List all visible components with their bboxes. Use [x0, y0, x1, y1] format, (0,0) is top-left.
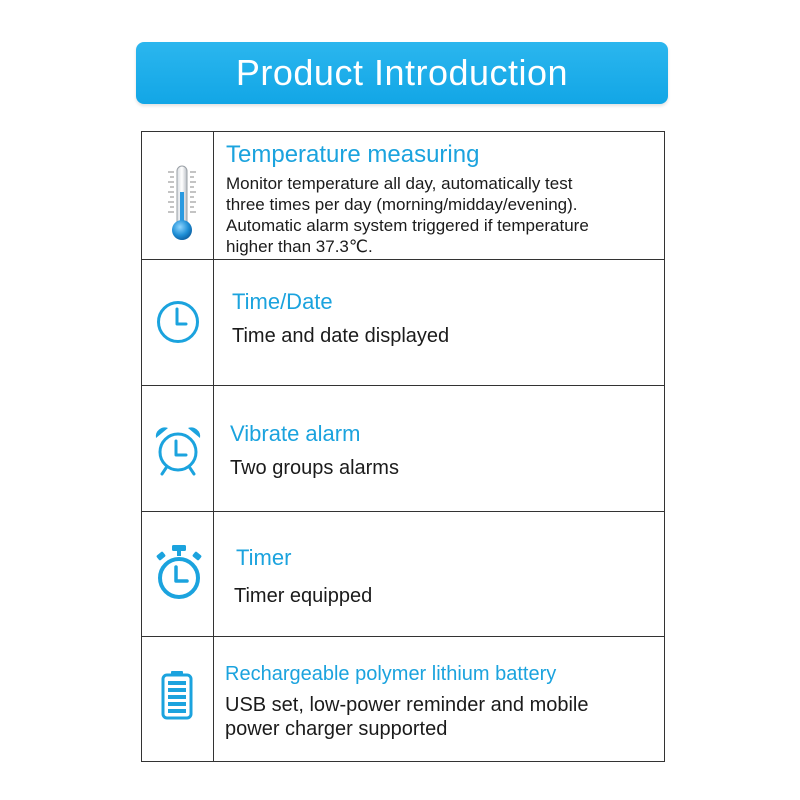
description-line: higher than 37.3℃. — [226, 237, 373, 256]
stopwatch-icon — [151, 543, 207, 603]
feature-description — [232, 324, 449, 348]
feature-row-battery — [142, 636, 664, 761]
page-title: Product Introduction — [235, 52, 569, 93]
description-line: power charger supported — [225, 718, 448, 740]
feature-text-cell — [214, 132, 664, 259]
feature-row-temperature — [142, 132, 664, 259]
feature-row-timer — [142, 511, 664, 636]
alarm-clock-icon — [150, 422, 206, 478]
feature-row-time-date — [142, 259, 664, 385]
feature-description — [230, 456, 399, 480]
feature-text-cell — [214, 512, 664, 636]
description-line: Two groups alarms — [230, 457, 399, 479]
feature-text-cell — [214, 637, 664, 761]
feature-title: Temperature measuring — [226, 141, 480, 168]
description-line: Automatic alarm system triggered if temperature — [226, 216, 589, 235]
description-line: USB set, low-power reminder and mobile — [225, 694, 589, 716]
feature-text-cell — [214, 260, 664, 385]
description-line: Monitor temperature all day, automatically test — [226, 174, 573, 193]
feature-description — [234, 584, 372, 608]
feature-description — [226, 173, 589, 257]
feature-table — [141, 131, 665, 762]
feature-title: Vibrate alarm — [230, 421, 361, 446]
description-line: Time and date displayed — [232, 325, 450, 347]
feature-icon-cell — [142, 386, 214, 511]
thermometer-icon — [162, 162, 202, 242]
description-line: Timer equipped — [234, 585, 373, 607]
description-line: three times per day (morning/midday/evening). — [226, 195, 578, 214]
feature-title: Rechargeable polymer lithium battery — [225, 663, 557, 685]
feature-text-cell — [214, 386, 664, 511]
feature-icon-cell — [142, 512, 214, 636]
feature-row-vibrate-alarm — [142, 385, 664, 511]
feature-icon-cell — [142, 637, 214, 761]
feature-description — [225, 693, 589, 741]
feature-icon-cell — [142, 260, 214, 385]
battery-icon — [161, 670, 193, 720]
feature-title: Timer — [236, 545, 292, 570]
feature-title: Time/Date — [232, 289, 333, 314]
clock-icon — [153, 297, 203, 347]
header-banner — [136, 42, 668, 104]
feature-icon-cell — [142, 132, 214, 259]
